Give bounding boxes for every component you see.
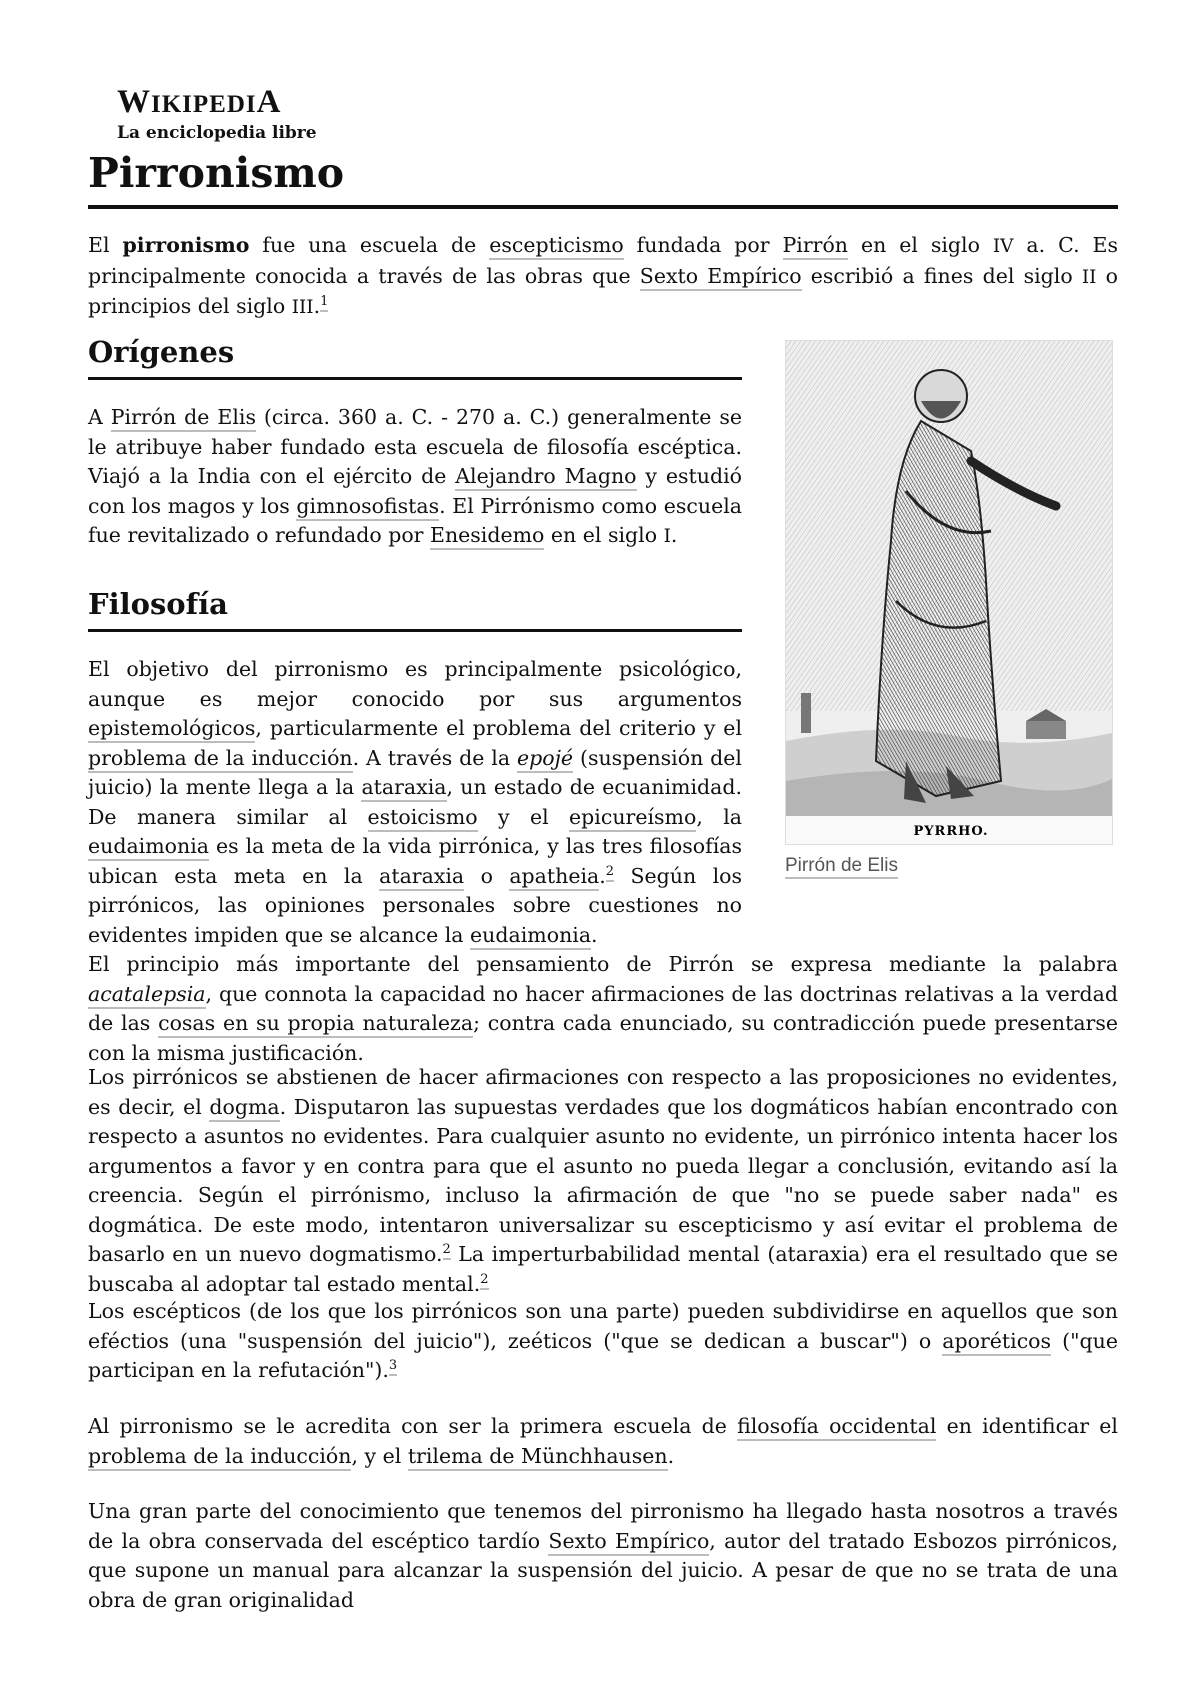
intro-paragraph: El pirronismo fue una escuela de escepticismo fundada por Pirrón en el siglo IV a. C. Es principalmente conocida a través de las obras que Sexto Empírico escribió a fines del siglo II o principios del siglo III.$^1$ [88, 233, 1119, 318]
wikipedia-logo[interactable] [117, 84, 317, 143]
link-dogma[interactable]: dogma [209, 1095, 279, 1122]
link-enesidemo[interactable]: Enesidemo [430, 523, 544, 550]
figure-pyrrho [785, 340, 1115, 876]
filosofia-paragraph: El objetivo del pirronismo es principalmente psicológico, aunque es mejor conocido por sus argumentos epistemológicos, particularmente el problema del criterio y el problema de la inducción. A través de la epojé (suspensión del juicio) la mente llega a la ataraxia, un estado de ecuanimidad. De manera similar al estoicismo y el epicureísmo, la eudaimonia es la meta de la vida pirrónica, y las tres filosofías ubican esta meta en la ataraxia o apatheia.$^2$ Según los pirrónicos, las opiniones personales sobre cuestiones no evidentes impiden que se alcance la eudaimonia. [88, 655, 742, 950]
link-sexto-empirico[interactable]: Sexto Empírico [640, 264, 802, 291]
section-divider [88, 377, 742, 380]
abstienen-paragraph: Los pirrónicos se abstienen de hacer afirmaciones con respecto a las proposiciones no evidentes, es decir, el dogma. Disputaron las supuestas verdades que los dogmáticos habían encontrado con respecto a asuntos no evidentes. Para cualquier asunto no evidente, un pirrónico intenta hacer los argumentos a favor y en contra para que el asunto no pueda llegar a conclusión, evitando así la creencia. Según el pirrónismo, incluso la afirmación de que "no se puede saber nada" es dogmática. De este modo, intentaron universalizar su escepticismo y así evitar el problema de basarlo en un nuevo dogmatismo.$^2$ La imperturbabilidad mental (ataraxia) era el resultado que se buscaba al adoptar tal estado mental.$^2$ [88, 1065, 1118, 1296]
pyrrho-engraving[interactable] [785, 340, 1113, 845]
link-ataraxia[interactable]: ataraxia [361, 775, 446, 802]
link-acatalepsia[interactable]: acatalepsia [88, 982, 206, 1009]
page-title: Pirronismo [88, 149, 345, 197]
link-trilema-munchhausen[interactable]: trilema de Münchhausen [408, 1444, 668, 1471]
title-divider [88, 205, 1118, 209]
link-eudaimonia[interactable]: eudaimonia [88, 834, 209, 861]
escepticos-paragraph: Los escépticos (de los que los pirrónicos son una parte) pueden subdividirse en aquellos que son eféctios (una "suspensión del juicio"), zeéticos ("que se dedican a buscar") o aporéticos ("que participan en la refutación").$^3$ [88, 1299, 1118, 1382]
link-sexto-empirico[interactable]: Sexto Empírico [548, 1529, 709, 1556]
link-apatheia[interactable]: apatheia [509, 864, 599, 891]
logo-tagline: La enciclopedia libre [117, 123, 317, 143]
conocimiento-paragraph: Una gran parte del conocimiento que tenemos del pirronismo ha llegado hasta nosotros a través de la obra conservada del escéptico tardío Sexto Empírico, autor del tratado Esbozos pirrónicos, que supone un manual para alcanzar la suspensión del juicio. A pesar de que no se trata de una obra de gran originalidad [88, 1499, 1119, 1612]
link-ataraxia[interactable]: ataraxia [379, 864, 464, 891]
link-escepticismo[interactable]: escepticismo [489, 233, 624, 260]
footnote-ref[interactable]: 2 [480, 1272, 488, 1290]
link-gimnosofistas[interactable]: gimnosofistas [296, 494, 439, 521]
footnote-ref[interactable]: 1 [320, 294, 328, 312]
link-eudaimonia[interactable]: eudaimonia [470, 923, 591, 950]
footnote-ref[interactable]: 3 [389, 1358, 397, 1376]
origenes-paragraph: A Pirrón de Elis (circa. 360 a. C. - 270 a. C.) generalmente se le atribuye haber fundado esta escuela de filosofía escéptica. Viajó a la India con el ejército de Alejandro Magno y estudió con los magos y los gimnosofistas. El Pirrónismo como escuela fue revitalizado o refundado por Enesidemo en el siglo I. [88, 403, 742, 552]
link-epistemologicos[interactable]: epistemológicos [88, 716, 255, 743]
section-heading-origenes: Orígenes [88, 335, 235, 369]
figure-caption[interactable]: Pirrón de Elis [785, 855, 898, 879]
footnote-ref[interactable]: 2 [606, 864, 614, 882]
link-problema-induccion[interactable]: problema de la inducción [88, 1444, 351, 1471]
plate-label: PYRRHO. [913, 824, 989, 839]
link-epoje[interactable]: epojé [517, 746, 573, 773]
link-alejandro-magno[interactable]: Alejandro Magno [455, 464, 636, 491]
link-pirron-de-elis[interactable]: Pirrón de Elis [111, 405, 256, 432]
link-problema-induccion[interactable]: problema de la inducción [88, 746, 353, 773]
acredita-paragraph: Al pirronismo se le acredita con ser la primera escuela de filosofía occidental en identificar el problema de la inducción, y el trilema de Münchhausen. [88, 1412, 1118, 1471]
link-estoicismo[interactable]: estoicismo [368, 805, 478, 832]
link-aporeticos[interactable]: aporéticos [942, 1329, 1051, 1356]
section-heading-filosofia: Filosofía [88, 587, 228, 621]
link-filosofia-occidental[interactable]: filosofía occidental [737, 1414, 936, 1441]
link-epicureismo[interactable]: epicureísmo [569, 805, 696, 832]
link-cosas-en-su-propia-naturaleza[interactable]: cosas en su propia naturaleza [158, 1011, 473, 1038]
footnote-ref[interactable]: 2 [443, 1242, 451, 1260]
link-pirron[interactable]: Pirrón [783, 233, 849, 260]
section-divider [88, 629, 742, 632]
logo-wordmark: WIKIPEDIA [117, 84, 282, 120]
principio-paragraph: El principio más importante del pensamiento de Pirrón se expresa mediante la palabra acatalepsia, que connota la capacidad no hacer afirmaciones de las doctrinas relativas a la verdad de las cosas en su propia naturaleza; contra cada enunciado, su contradicción puede presentarse con la misma justificación. [88, 952, 1118, 1065]
